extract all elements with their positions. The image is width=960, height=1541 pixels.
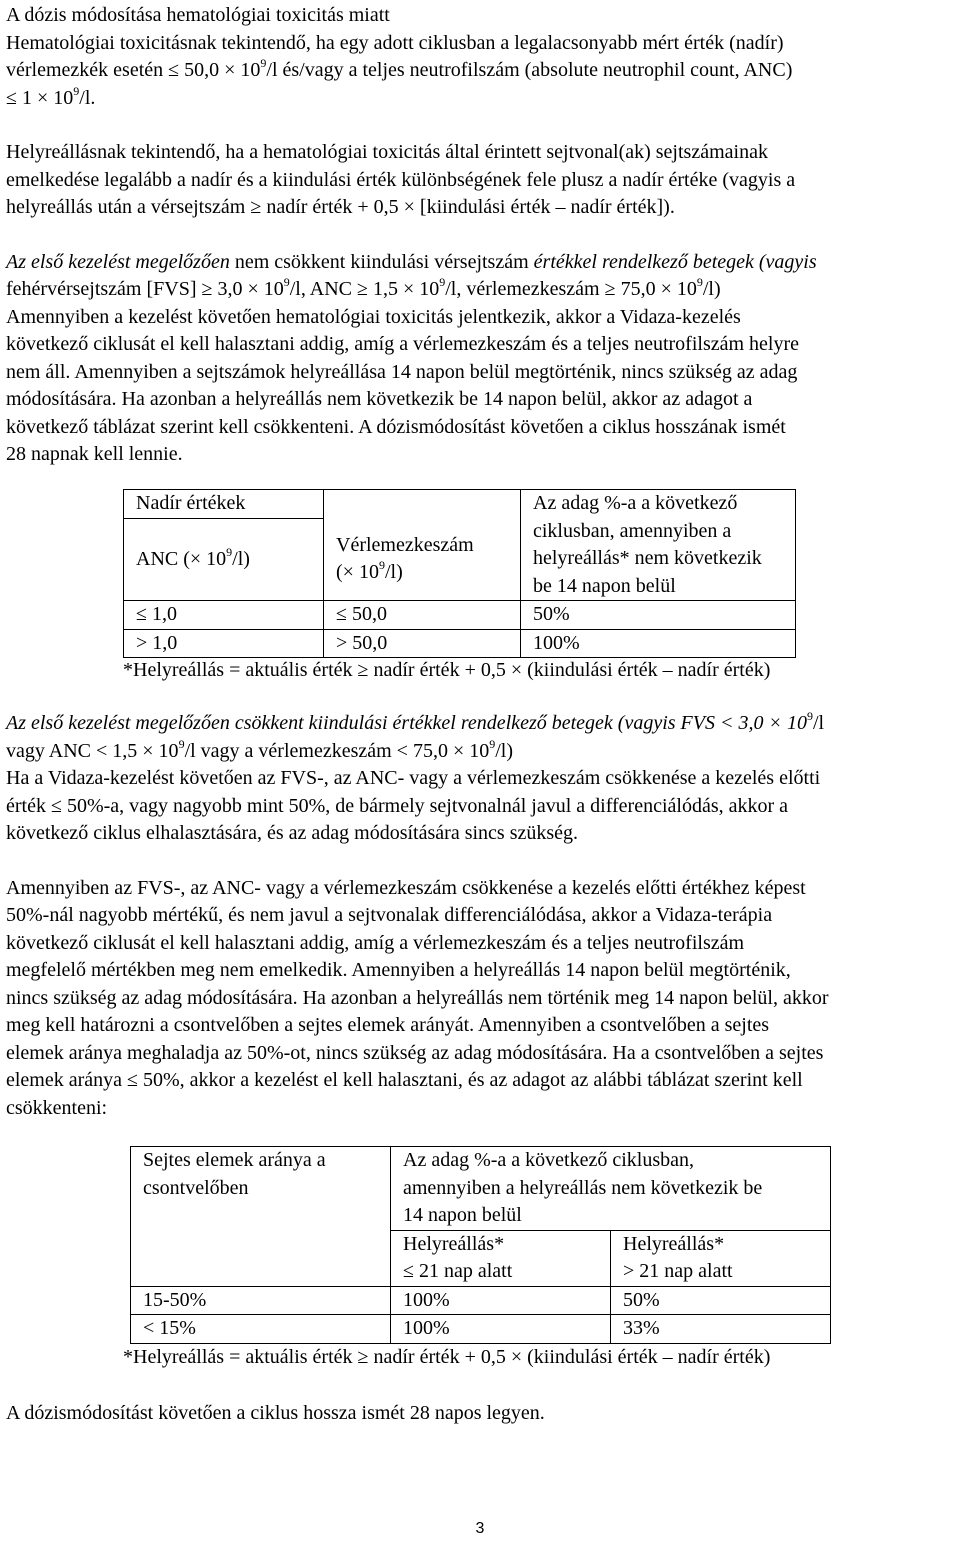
cellularity-cell: 15-50% <box>131 1286 391 1315</box>
normal-baseline-paragraph <box>6 249 952 469</box>
bone-marrow-paragraph <box>6 875 952 1123</box>
table-footnote: *Helyreállás = aktuális érték ≥ nadír érték + 0,5 × (kiindulási érték – nadír érték) <box>123 659 771 681</box>
table-row <box>124 629 796 658</box>
table-footnote: *Helyreállás = aktuális érték ≥ nadír érték + 0,5 × (kiindulási érték – nadír érték) <box>123 1346 771 1368</box>
platelet-cell: ≤ 50,0 <box>324 601 521 630</box>
text-line: 28 napnak kell lennie. <box>6 443 183 465</box>
nadir-header-cell: Nadír értékek <box>124 490 324 519</box>
text-line: Az első kezelést megelőzően csökkent kiindulási értékkel rendelkező betegek (vagyis FVS < $3,0 \times 10^9/l$ <box>6 709 825 734</box>
dose-header-cell: Az adag %-a a következő ciklusban, amennyiben a helyreállás nem következik be 14 napon belül <box>391 1147 831 1231</box>
dose-cell: 100% <box>391 1315 611 1344</box>
cellularity-header-cell: Sejtes elemek aránya a csontvelőben <box>131 1147 391 1287</box>
text-line: módosítására. Ha azonban a helyreállás nem következik be 14 napon belül, akkor az adagot a <box>6 388 753 410</box>
text-line: megfelelő mértékben meg nem emelkedik. Amennyiben a helyreállás 14 napon belül megtörténik, <box>6 959 791 981</box>
recovery-within-21-header: Helyreállás* ≤ 21 nap alatt <box>391 1230 611 1286</box>
platelet-cell: > 50,0 <box>324 629 521 658</box>
text-line: helyreállás után a vérsejtszám ≥ nadír érték + 0,5 × [kiindulási érték – nadír érték]). <box>6 196 675 218</box>
table-row <box>131 1286 831 1315</box>
closing-sentence: A dózismódosítást követően a ciklus hossza ismét 28 napos legyen. <box>6 1402 545 1424</box>
text-line: következő ciklus elhalasztására, és az adag módosítására sincs szükség. <box>6 822 579 844</box>
dose-cell: 100% <box>521 629 796 658</box>
text-line: érték ≤ 50%-a, vagy nagyobb mint 50%, de bármely sejtvonalnál javul a differenciálódás, akkor a <box>6 794 789 817</box>
platelet-header-cell: Vérlemezkeszám (× $10^9/l$) <box>324 518 521 600</box>
text-line: csökkenteni: <box>6 1096 108 1119</box>
dose-header-cell: Az adag %-a a következő ciklusban, amennyiben a helyreállás* nem következik be 14 napon belül <box>521 490 796 601</box>
page-number: 3 <box>475 1520 485 1537</box>
anc-cell: > 1,0 <box>124 629 324 658</box>
text-line: 50%-nál nagyobb mértékű, és nem javul a sejtvonalak differenciálódása, akkor a Vidaza-terápia <box>6 904 773 926</box>
recovery-definition-paragraph <box>6 139 952 222</box>
text-line: következő ciklusát el kell halasztani addig, amíg a vérlemezkeszám és a teljes neutrofilszám helyre <box>6 333 800 355</box>
text-line: következő ciklusát el kell halasztani addig, amíg a vérlemezkeszám és a teljes neutrofilszám <box>6 931 745 954</box>
text-line: Az első kezelést megelőzően nem csökkent kiindulási vérsejtszám értékkel rendelkező betegek (vagyis <box>6 250 817 273</box>
toxicity-definition-paragraph <box>6 30 952 113</box>
text-line: Ha a Vidaza-kezelést követően az FVS-, az ANC- vagy a vérlemezkeszám csökkenése a kezelés előtti <box>6 767 821 789</box>
section-heading: A dózis módosítása hematológiai toxicitás miatt <box>6 4 390 26</box>
text-line: Helyreállásnak tekintendő, ha a hematológiai toxicitás által érintett sejtvonal(ak) sejtszámainak <box>6 141 768 163</box>
table-row <box>124 601 796 630</box>
bone-marrow-dose-table <box>130 1146 831 1344</box>
text-line: meg kell határozni a csontvelőben a sejtes elemek arányát. Amennyiben a csontvelőben a sejtes <box>6 1014 770 1036</box>
anc-header-cell: ANC (× $10^9/l$) <box>124 518 324 600</box>
text-line: elemek aránya ≤ 50%, akkor a kezelést el kell halasztani, és az adagot az alábbi táblázat szerint kell <box>6 1069 803 1091</box>
table-row <box>131 1315 831 1344</box>
dose-cell: 100% <box>391 1286 611 1315</box>
recovery-after-21-header: Helyreállás* > 21 nap alatt <box>611 1230 831 1286</box>
text-line: nincs szükség az adag módosítására. Ha azonban a helyreállás nem történik meg 14 napon belül, akkor <box>6 986 829 1009</box>
text-line: Amennyiben az FVS-, az ANC- vagy a vérlemezkeszám csökkenése a kezelés előtti értékhez képest <box>6 876 806 899</box>
document-page <box>6 0 952 469</box>
cellularity-cell: < 15% <box>131 1315 391 1344</box>
text-line: elemek aránya meghaladja az 50%-ot, nincs szükség az adag módosítására. Ha a csontvelőben a sejtes <box>6 1041 824 1064</box>
reduced-baseline-paragraph <box>6 710 952 848</box>
text-line: emelkedése legalább a nadír és a kiindulási érték különbségének fele plusz a nadír értéke (vagyis a <box>6 168 796 191</box>
text-line: vagy ANC < $1,5 \times 10^9/l$ vagy a vérlemezkeszám < $75,0 \times 10^9/l$) <box>6 736 514 762</box>
text-line: ≤ $1 \times 10^9/l$. <box>6 83 96 109</box>
reduced-baseline-section <box>6 710 952 1122</box>
text-line: fehérvérsejtszám $[FVS] \ge 3,0 \times 10^9/l$, ANC ≥ $1,5 \times 10^9/l$, vérlemezkeszám ≥ $75,0 \times 10^9/l$) <box>6 275 721 300</box>
text-line: következő táblázat szerint kell csökkenteni. A dózismódosítást követően a ciklus hosszának ismét <box>6 415 786 438</box>
dose-cell: 50% <box>611 1286 831 1315</box>
dose-cell: 50% <box>521 601 796 630</box>
text-line: nem áll. Amennyiben a sejtszámok helyreállása 14 napon belül megtörténik, nincs szükség az adag <box>6 360 798 383</box>
text-line: vérlemezkék esetén ≤ $50,0 \times 10^9/l$ és/vagy a teljes neutrofilszám (absolute neutrophil count, ANC) <box>6 56 793 81</box>
nadir-dose-table <box>123 489 796 658</box>
dose-cell: 33% <box>611 1315 831 1344</box>
empty-header-cell <box>324 490 521 519</box>
text-line: Hematológiai toxicitásnak tekintendő, ha egy adott ciklusban a legalacsonyabb mért érték (nadír) <box>6 31 784 54</box>
text-line: Amennyiben a kezelést követően hematológiai toxicitás jelentkezik, akkor a Vidaza-kezelés <box>6 305 741 328</box>
anc-cell: ≤ 1,0 <box>124 601 324 630</box>
